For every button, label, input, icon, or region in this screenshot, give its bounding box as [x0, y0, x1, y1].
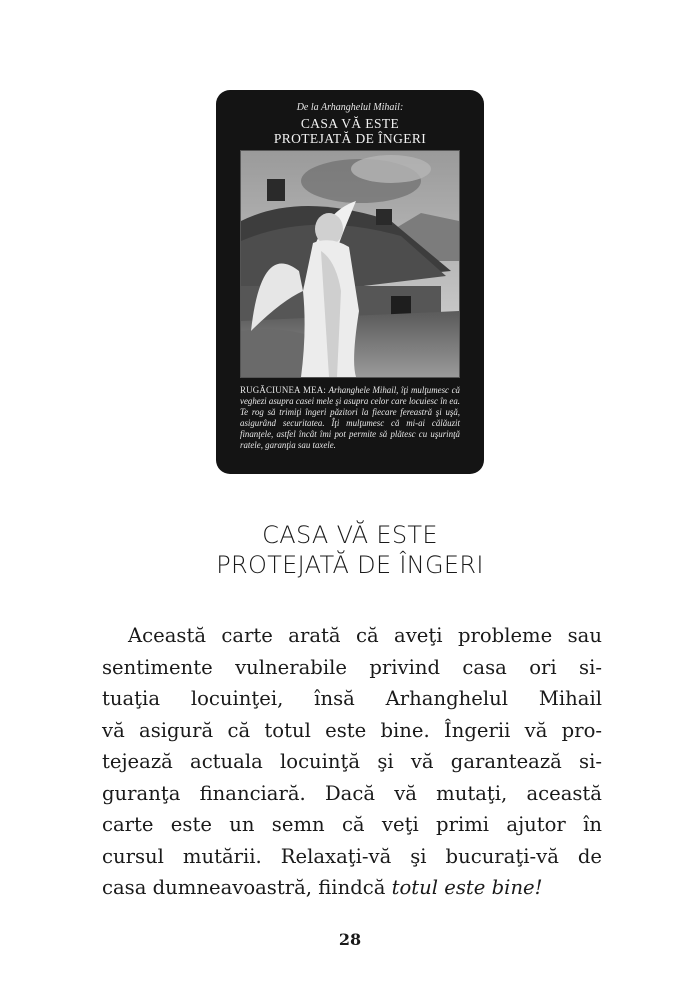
body-line: sentimente vulnerabile privind casa ori si- [102, 655, 602, 679]
angel-house-picture [241, 151, 459, 377]
body-line-final [102, 872, 602, 904]
body-line: cursul mutării. Relaxaţi-vă şi bucuraţi-vă de [102, 844, 602, 868]
prayer-label: RUGĂCIUNEA MEA: [240, 385, 326, 395]
angel-illustration [240, 150, 460, 378]
page-title [0, 520, 700, 580]
body-line: guranţa financiară. Dacă vă mutaţi, această [102, 781, 602, 805]
page-title-line: PROTEJATĂ DE ÎNGERI [216, 551, 484, 579]
card-title-line: PROTEJATĂ DE ÎNGERI [273, 131, 427, 146]
card-subtitle: De la Arhanghelul Mihail: [296, 102, 404, 113]
body-line: tuaţia locuinţei, însă Arhanghelul Mihail [102, 687, 602, 710]
card-title [230, 116, 470, 146]
body-line: carte este un semn că veţi primi ajutor în [102, 813, 602, 836]
card-prayer [240, 385, 460, 450]
body-line: tejează actuala locuinţă şi vă garantează si- [102, 750, 602, 773]
body-line-text: casa dumneavoastră, fiindcă [102, 876, 392, 899]
body-paragraph [102, 620, 602, 904]
page-number: 28 [338, 930, 362, 949]
body-line: vă asigură că totul este bine. Îngerii vă pro- [102, 718, 602, 742]
body-line: Această carte arată că aveţi probleme sau [128, 624, 602, 647]
page-title-line: CASA VĂ ESTE [262, 521, 438, 549]
card-title-line: CASA VĂ ESTE [300, 116, 400, 131]
prayer-text: Arhanghele Mihail, îţi mulţumesc că veghezi asupra casei mele şi asupra celor care locuiesc în ea. Te rog să trimiţi îngeri păzitori la fiecare fereastră şi uşă, asigurând securitatea. Îţi mulţumesc că mi-ai călăuzit finanţele, astfel încât îmi pot permite să plătesc cu uşurinţă ratele, garanţia sau taxele. [240, 385, 460, 450]
body-emphasis: totul este bine! [391, 876, 543, 899]
